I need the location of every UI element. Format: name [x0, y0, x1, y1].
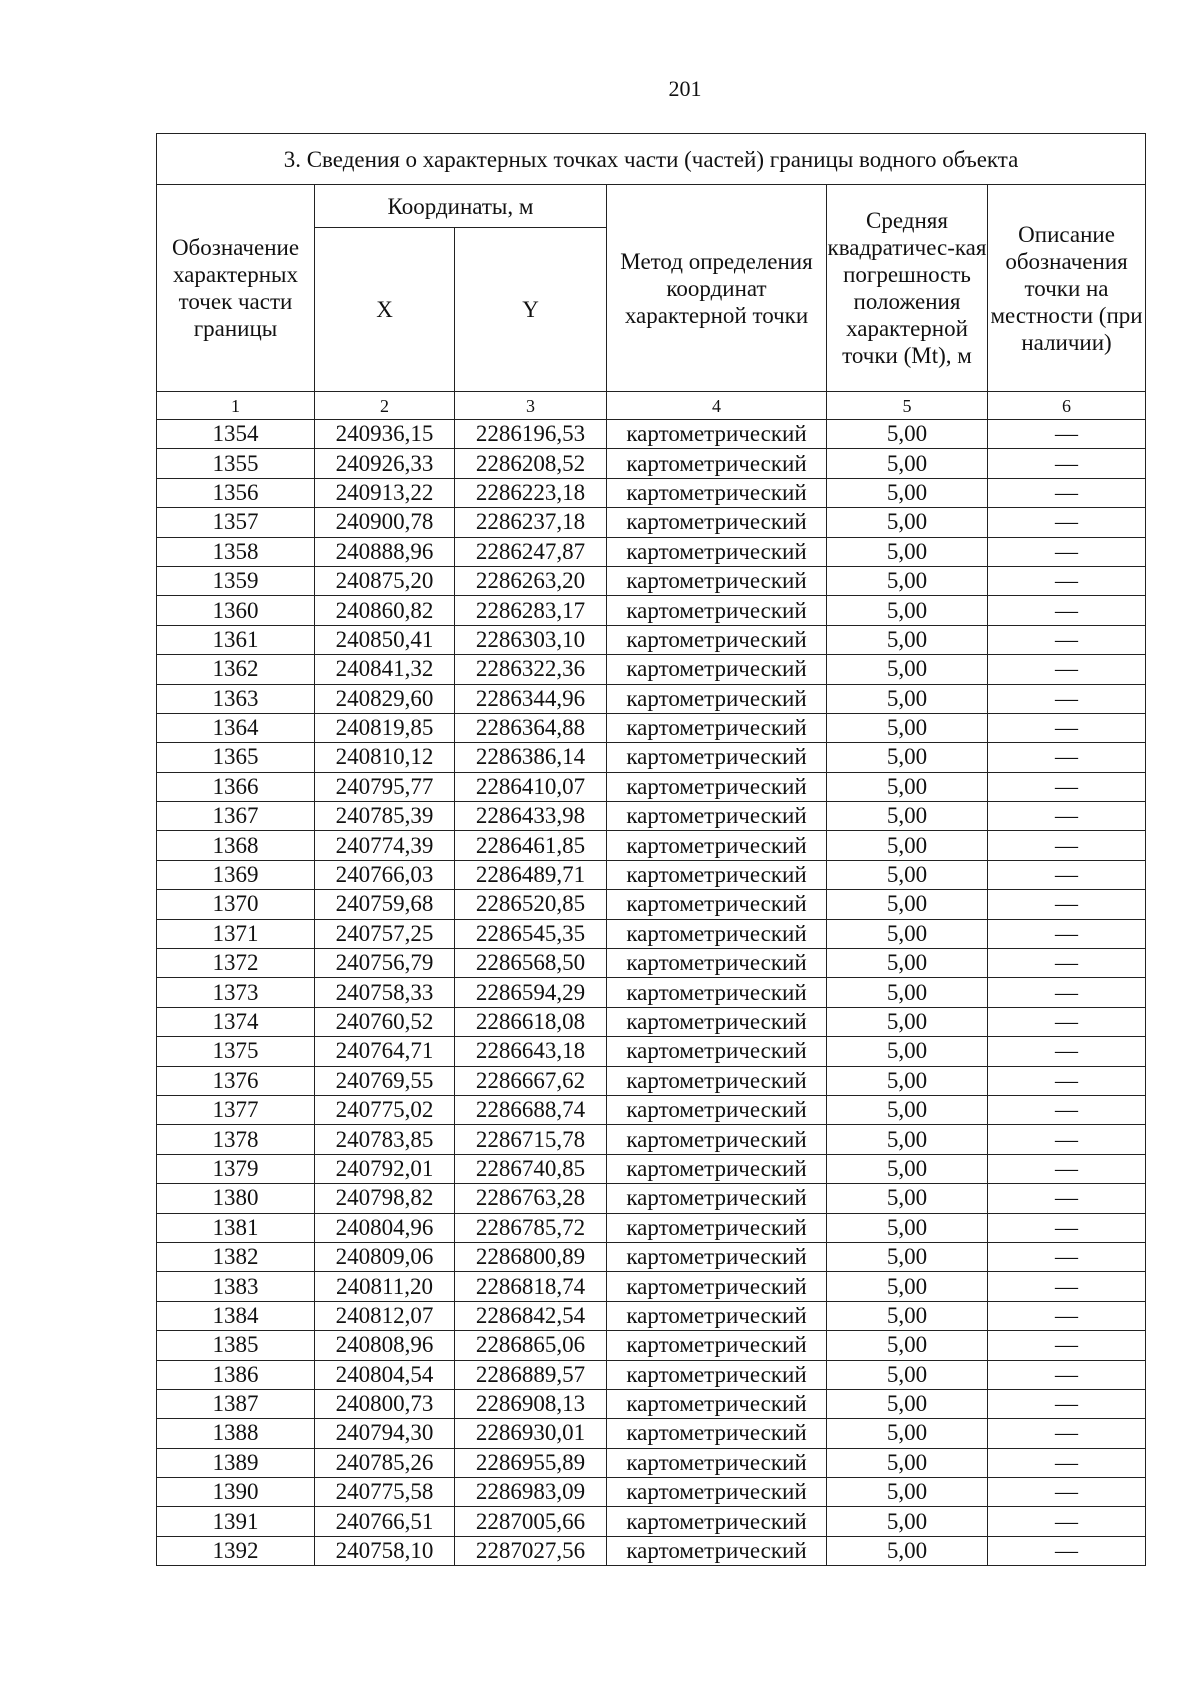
cell-point-id: 1361 — [157, 625, 315, 654]
header-coordinates: Координаты, м — [315, 185, 607, 228]
table-row — [157, 420, 1146, 449]
cell-y: 2286208,52 — [455, 449, 607, 478]
cell-point-id: 1375 — [157, 1037, 315, 1066]
cell-description: — — [988, 743, 1146, 772]
cell-description: — — [988, 919, 1146, 948]
header-y: Y — [455, 228, 607, 392]
cell-description: — — [988, 478, 1146, 507]
cell-error: 5,00 — [827, 860, 988, 889]
cell-error: 5,00 — [827, 1419, 988, 1448]
cell-y: 2286237,18 — [455, 508, 607, 537]
cell-y: 2286386,14 — [455, 743, 607, 772]
column-number: 5 — [827, 392, 988, 420]
cell-y: 2286344,96 — [455, 684, 607, 713]
cell-y: 2286800,89 — [455, 1242, 607, 1271]
table-row — [157, 772, 1146, 801]
cell-method: картометрический — [607, 1125, 827, 1154]
cell-error: 5,00 — [827, 831, 988, 860]
cell-error: 5,00 — [827, 1272, 988, 1301]
cell-method: картометрический — [607, 1037, 827, 1066]
cell-method: картометрический — [607, 713, 827, 742]
cell-error: 5,00 — [827, 1331, 988, 1360]
cell-point-id: 1372 — [157, 949, 315, 978]
cell-method: картометрический — [607, 743, 827, 772]
cell-x: 240757,25 — [315, 919, 455, 948]
cell-method: картометрический — [607, 655, 827, 684]
cell-point-id: 1355 — [157, 449, 315, 478]
cell-description: — — [988, 625, 1146, 654]
table-row — [157, 1360, 1146, 1389]
table-row — [157, 508, 1146, 537]
cell-point-id: 1363 — [157, 684, 315, 713]
cell-method: картометрический — [607, 508, 827, 537]
cell-error: 5,00 — [827, 978, 988, 1007]
cell-error: 5,00 — [827, 802, 988, 831]
cell-error: 5,00 — [827, 949, 988, 978]
table-row — [157, 684, 1146, 713]
table-row — [157, 1125, 1146, 1154]
cell-description: — — [988, 684, 1146, 713]
cell-error: 5,00 — [827, 1507, 988, 1536]
cell-method: картометрический — [607, 1507, 827, 1536]
cell-method: картометрический — [607, 802, 827, 831]
cell-x: 240829,60 — [315, 684, 455, 713]
cell-x: 240785,39 — [315, 802, 455, 831]
cell-error: 5,00 — [827, 1125, 988, 1154]
cell-description: — — [988, 537, 1146, 566]
cell-y: 2286715,78 — [455, 1125, 607, 1154]
cell-x: 240875,20 — [315, 566, 455, 595]
cell-y: 2286263,20 — [455, 566, 607, 595]
cell-x: 240810,12 — [315, 743, 455, 772]
page-number: 201 — [668, 76, 702, 101]
cell-error: 5,00 — [827, 508, 988, 537]
cell-y: 2286433,98 — [455, 802, 607, 831]
cell-method: картометрический — [607, 978, 827, 1007]
cell-x: 240774,39 — [315, 831, 455, 860]
cell-y: 2287005,66 — [455, 1507, 607, 1536]
header-designation: Обозначение характерных точек части границы — [157, 185, 315, 392]
cell-error: 5,00 — [827, 449, 988, 478]
cell-method: картометрический — [607, 1478, 827, 1507]
cell-method: картометрический — [607, 1360, 827, 1389]
cell-point-id: 1367 — [157, 802, 315, 831]
cell-point-id: 1382 — [157, 1242, 315, 1271]
cell-point-id: 1354 — [157, 420, 315, 449]
cell-description: — — [988, 713, 1146, 742]
cell-x: 240756,79 — [315, 949, 455, 978]
cell-description: — — [988, 1448, 1146, 1477]
cell-description: — — [988, 420, 1146, 449]
cell-description: — — [988, 978, 1146, 1007]
cell-x: 240809,06 — [315, 1242, 455, 1271]
cell-description: — — [988, 1066, 1146, 1095]
cell-description: — — [988, 1389, 1146, 1418]
cell-x: 240811,20 — [315, 1272, 455, 1301]
cell-description: — — [988, 449, 1146, 478]
cell-description: — — [988, 860, 1146, 889]
cell-error: 5,00 — [827, 1448, 988, 1477]
cell-error: 5,00 — [827, 713, 988, 742]
table-row — [157, 1272, 1146, 1301]
cell-point-id: 1377 — [157, 1095, 315, 1124]
cell-method: картометрический — [607, 566, 827, 595]
column-number: 6 — [988, 392, 1146, 420]
cell-method: картометрический — [607, 420, 827, 449]
header-x: X — [315, 228, 455, 392]
cell-point-id: 1358 — [157, 537, 315, 566]
cell-description: — — [988, 1242, 1146, 1271]
cell-y: 2286410,07 — [455, 772, 607, 801]
cell-x: 240759,68 — [315, 890, 455, 919]
cell-description: — — [988, 1272, 1146, 1301]
table-row — [157, 1095, 1146, 1124]
cell-method: картометрический — [607, 1242, 827, 1271]
cell-description: — — [988, 1184, 1146, 1213]
cell-method: картометрический — [607, 831, 827, 860]
table-row — [157, 655, 1146, 684]
cell-x: 240775,02 — [315, 1095, 455, 1124]
cell-error: 5,00 — [827, 1213, 988, 1242]
table-row — [157, 1154, 1146, 1183]
cell-description: — — [988, 1507, 1146, 1536]
cell-description: — — [988, 1478, 1146, 1507]
cell-x: 240764,71 — [315, 1037, 455, 1066]
cell-y: 2286520,85 — [455, 890, 607, 919]
cell-method: картометрический — [607, 1095, 827, 1124]
cell-y: 2286785,72 — [455, 1213, 607, 1242]
cell-y: 2286283,17 — [455, 596, 607, 625]
table-row — [157, 1478, 1146, 1507]
cell-x: 240758,33 — [315, 978, 455, 1007]
cell-x: 240800,73 — [315, 1389, 455, 1418]
cell-y: 2286594,29 — [455, 978, 607, 1007]
cell-description: — — [988, 1536, 1146, 1565]
table-row — [157, 566, 1146, 595]
cell-point-id: 1387 — [157, 1389, 315, 1418]
header-description: Описание обозначения точки на местности (при наличии) — [988, 185, 1146, 392]
cell-error: 5,00 — [827, 1242, 988, 1271]
cell-error: 5,00 — [827, 772, 988, 801]
cell-y: 2286889,57 — [455, 1360, 607, 1389]
cell-error: 5,00 — [827, 537, 988, 566]
cell-y: 2286247,87 — [455, 537, 607, 566]
table-row — [157, 831, 1146, 860]
cell-y: 2286568,50 — [455, 949, 607, 978]
cell-method: картометрический — [607, 949, 827, 978]
cell-y: 2286908,13 — [455, 1389, 607, 1418]
table-row — [157, 625, 1146, 654]
cell-x: 240766,51 — [315, 1507, 455, 1536]
cell-point-id: 1370 — [157, 890, 315, 919]
cell-point-id: 1381 — [157, 1213, 315, 1242]
cell-description: — — [988, 1095, 1146, 1124]
cell-method: картометрический — [607, 1066, 827, 1095]
cell-description: — — [988, 890, 1146, 919]
cell-error: 5,00 — [827, 1066, 988, 1095]
cell-x: 240812,07 — [315, 1301, 455, 1330]
cell-error: 5,00 — [827, 1184, 988, 1213]
column-number: 4 — [607, 392, 827, 420]
cell-x: 240936,15 — [315, 420, 455, 449]
cell-x: 240785,26 — [315, 1448, 455, 1477]
cell-y: 2287027,56 — [455, 1536, 607, 1565]
cell-point-id: 1390 — [157, 1478, 315, 1507]
cell-error: 5,00 — [827, 566, 988, 595]
cell-y: 2286842,54 — [455, 1301, 607, 1330]
table-row — [157, 1536, 1146, 1565]
cell-description: — — [988, 802, 1146, 831]
cell-x: 240794,30 — [315, 1419, 455, 1448]
cell-point-id: 1379 — [157, 1154, 315, 1183]
cell-y: 2286865,06 — [455, 1331, 607, 1360]
cell-y: 2286364,88 — [455, 713, 607, 742]
cell-method: картометрический — [607, 684, 827, 713]
cell-x: 240888,96 — [315, 537, 455, 566]
cell-error: 5,00 — [827, 1478, 988, 1507]
cell-y: 2286983,09 — [455, 1478, 607, 1507]
cell-x: 240926,33 — [315, 449, 455, 478]
cell-y: 2286930,01 — [455, 1419, 607, 1448]
table-row — [157, 1037, 1146, 1066]
cell-y: 2286618,08 — [455, 1007, 607, 1036]
table-row — [157, 1007, 1146, 1036]
cell-method: картометрический — [607, 1419, 827, 1448]
boundary-points-table — [156, 133, 1146, 1566]
table-row — [157, 1389, 1146, 1418]
cell-point-id: 1362 — [157, 655, 315, 684]
cell-method: картометрический — [607, 1331, 827, 1360]
cell-description: — — [988, 772, 1146, 801]
cell-error: 5,00 — [827, 1301, 988, 1330]
cell-y: 2286643,18 — [455, 1037, 607, 1066]
cell-x: 240792,01 — [315, 1154, 455, 1183]
cell-y: 2286818,74 — [455, 1272, 607, 1301]
cell-point-id: 1357 — [157, 508, 315, 537]
table-row — [157, 478, 1146, 507]
cell-x: 240913,22 — [315, 478, 455, 507]
cell-point-id: 1366 — [157, 772, 315, 801]
cell-x: 240769,55 — [315, 1066, 455, 1095]
cell-method: картометрический — [607, 1536, 827, 1565]
cell-x: 240804,54 — [315, 1360, 455, 1389]
table-row — [157, 1184, 1146, 1213]
table-row — [157, 596, 1146, 625]
cell-x: 240798,82 — [315, 1184, 455, 1213]
cell-description: — — [988, 596, 1146, 625]
cell-description: — — [988, 655, 1146, 684]
table-row — [157, 743, 1146, 772]
cell-x: 240766,03 — [315, 860, 455, 889]
cell-error: 5,00 — [827, 625, 988, 654]
cell-description: — — [988, 1360, 1146, 1389]
cell-description: — — [988, 831, 1146, 860]
cell-x: 240860,82 — [315, 596, 455, 625]
cell-point-id: 1385 — [157, 1331, 315, 1360]
cell-error: 5,00 — [827, 596, 988, 625]
cell-point-id: 1356 — [157, 478, 315, 507]
cell-error: 5,00 — [827, 890, 988, 919]
cell-y: 2286223,18 — [455, 478, 607, 507]
cell-point-id: 1389 — [157, 1448, 315, 1477]
cell-x: 240819,85 — [315, 713, 455, 742]
column-number: 1 — [157, 392, 315, 420]
cell-point-id: 1380 — [157, 1184, 315, 1213]
cell-method: картометрический — [607, 1389, 827, 1418]
table-row — [157, 1507, 1146, 1536]
cell-error: 5,00 — [827, 1007, 988, 1036]
cell-x: 240795,77 — [315, 772, 455, 801]
column-number: 2 — [315, 392, 455, 420]
cell-method: картометрический — [607, 596, 827, 625]
cell-description: — — [988, 1037, 1146, 1066]
header-error: Средняя квадратичес-кая погрешность положения характерной точки (Mt), м — [827, 185, 988, 392]
cell-method: картометрический — [607, 1007, 827, 1036]
cell-point-id: 1374 — [157, 1007, 315, 1036]
cell-error: 5,00 — [827, 1360, 988, 1389]
cell-method: картометрический — [607, 1448, 827, 1477]
cell-point-id: 1369 — [157, 860, 315, 889]
cell-description: — — [988, 1125, 1146, 1154]
cell-method: картометрический — [607, 919, 827, 948]
cell-method: картометрический — [607, 1154, 827, 1183]
cell-point-id: 1371 — [157, 919, 315, 948]
cell-error: 5,00 — [827, 1536, 988, 1565]
cell-method: картометрический — [607, 1184, 827, 1213]
cell-method: картометрический — [607, 1213, 827, 1242]
cell-error: 5,00 — [827, 1037, 988, 1066]
cell-y: 2286303,10 — [455, 625, 607, 654]
table-title: 3. Сведения о характерных точках части (частей) границы водного объекта — [157, 134, 1146, 185]
cell-error: 5,00 — [827, 1095, 988, 1124]
cell-error: 5,00 — [827, 684, 988, 713]
cell-error: 5,00 — [827, 655, 988, 684]
cell-description: — — [988, 1301, 1146, 1330]
table-row — [157, 449, 1146, 478]
cell-method: картометрический — [607, 1272, 827, 1301]
cell-description: — — [988, 566, 1146, 595]
cell-point-id: 1388 — [157, 1419, 315, 1448]
column-number: 3 — [455, 392, 607, 420]
cell-method: картометрический — [607, 772, 827, 801]
cell-method: картометрический — [607, 537, 827, 566]
cell-x: 240775,58 — [315, 1478, 455, 1507]
cell-method: картометрический — [607, 449, 827, 478]
cell-method: картометрический — [607, 625, 827, 654]
table-row — [157, 1448, 1146, 1477]
cell-x: 240783,85 — [315, 1125, 455, 1154]
cell-method: картометрический — [607, 860, 827, 889]
cell-point-id: 1391 — [157, 1507, 315, 1536]
cell-y: 2286955,89 — [455, 1448, 607, 1477]
cell-point-id: 1376 — [157, 1066, 315, 1095]
cell-description: — — [988, 1213, 1146, 1242]
table-body — [157, 420, 1146, 1566]
cell-point-id: 1378 — [157, 1125, 315, 1154]
cell-y: 2286545,35 — [455, 919, 607, 948]
cell-description: — — [988, 1007, 1146, 1036]
cell-y: 2286489,71 — [455, 860, 607, 889]
cell-y: 2286763,28 — [455, 1184, 607, 1213]
cell-y: 2286688,74 — [455, 1095, 607, 1124]
cell-error: 5,00 — [827, 1154, 988, 1183]
table-row — [157, 1066, 1146, 1095]
cell-x: 240850,41 — [315, 625, 455, 654]
table-row — [157, 1213, 1146, 1242]
table-row — [157, 802, 1146, 831]
cell-error: 5,00 — [827, 1389, 988, 1418]
table-row — [157, 860, 1146, 889]
cell-point-id: 1373 — [157, 978, 315, 1007]
cell-y: 2286740,85 — [455, 1154, 607, 1183]
cell-description: — — [988, 1331, 1146, 1360]
cell-description: — — [988, 949, 1146, 978]
cell-method: картометрический — [607, 1301, 827, 1330]
cell-point-id: 1383 — [157, 1272, 315, 1301]
cell-description: — — [988, 508, 1146, 537]
cell-description: — — [988, 1154, 1146, 1183]
cell-error: 5,00 — [827, 919, 988, 948]
cell-error: 5,00 — [827, 478, 988, 507]
table-row — [157, 890, 1146, 919]
cell-point-id: 1392 — [157, 1536, 315, 1565]
cell-method: картометрический — [607, 890, 827, 919]
table-row — [157, 1331, 1146, 1360]
cell-y: 2286196,53 — [455, 420, 607, 449]
table-row — [157, 537, 1146, 566]
table-row — [157, 919, 1146, 948]
table-row — [157, 949, 1146, 978]
cell-error: 5,00 — [827, 743, 988, 772]
cell-point-id: 1364 — [157, 713, 315, 742]
cell-y: 2286322,36 — [455, 655, 607, 684]
cell-point-id: 1368 — [157, 831, 315, 860]
cell-x: 240804,96 — [315, 1213, 455, 1242]
table-row — [157, 1301, 1146, 1330]
cell-point-id: 1359 — [157, 566, 315, 595]
cell-description: — — [988, 1419, 1146, 1448]
cell-point-id: 1365 — [157, 743, 315, 772]
table-row — [157, 978, 1146, 1007]
cell-x: 240808,96 — [315, 1331, 455, 1360]
table-row — [157, 713, 1146, 742]
cell-y: 2286667,62 — [455, 1066, 607, 1095]
cell-x: 240760,52 — [315, 1007, 455, 1036]
cell-x: 240841,32 — [315, 655, 455, 684]
cell-point-id: 1360 — [157, 596, 315, 625]
header-method: Метод определения координат характерной точки — [607, 185, 827, 392]
table-row — [157, 1242, 1146, 1271]
cell-x: 240900,78 — [315, 508, 455, 537]
cell-error: 5,00 — [827, 420, 988, 449]
cell-point-id: 1386 — [157, 1360, 315, 1389]
cell-point-id: 1384 — [157, 1301, 315, 1330]
cell-method: картометрический — [607, 478, 827, 507]
table-row — [157, 1419, 1146, 1448]
cell-y: 2286461,85 — [455, 831, 607, 860]
cell-x: 240758,10 — [315, 1536, 455, 1565]
